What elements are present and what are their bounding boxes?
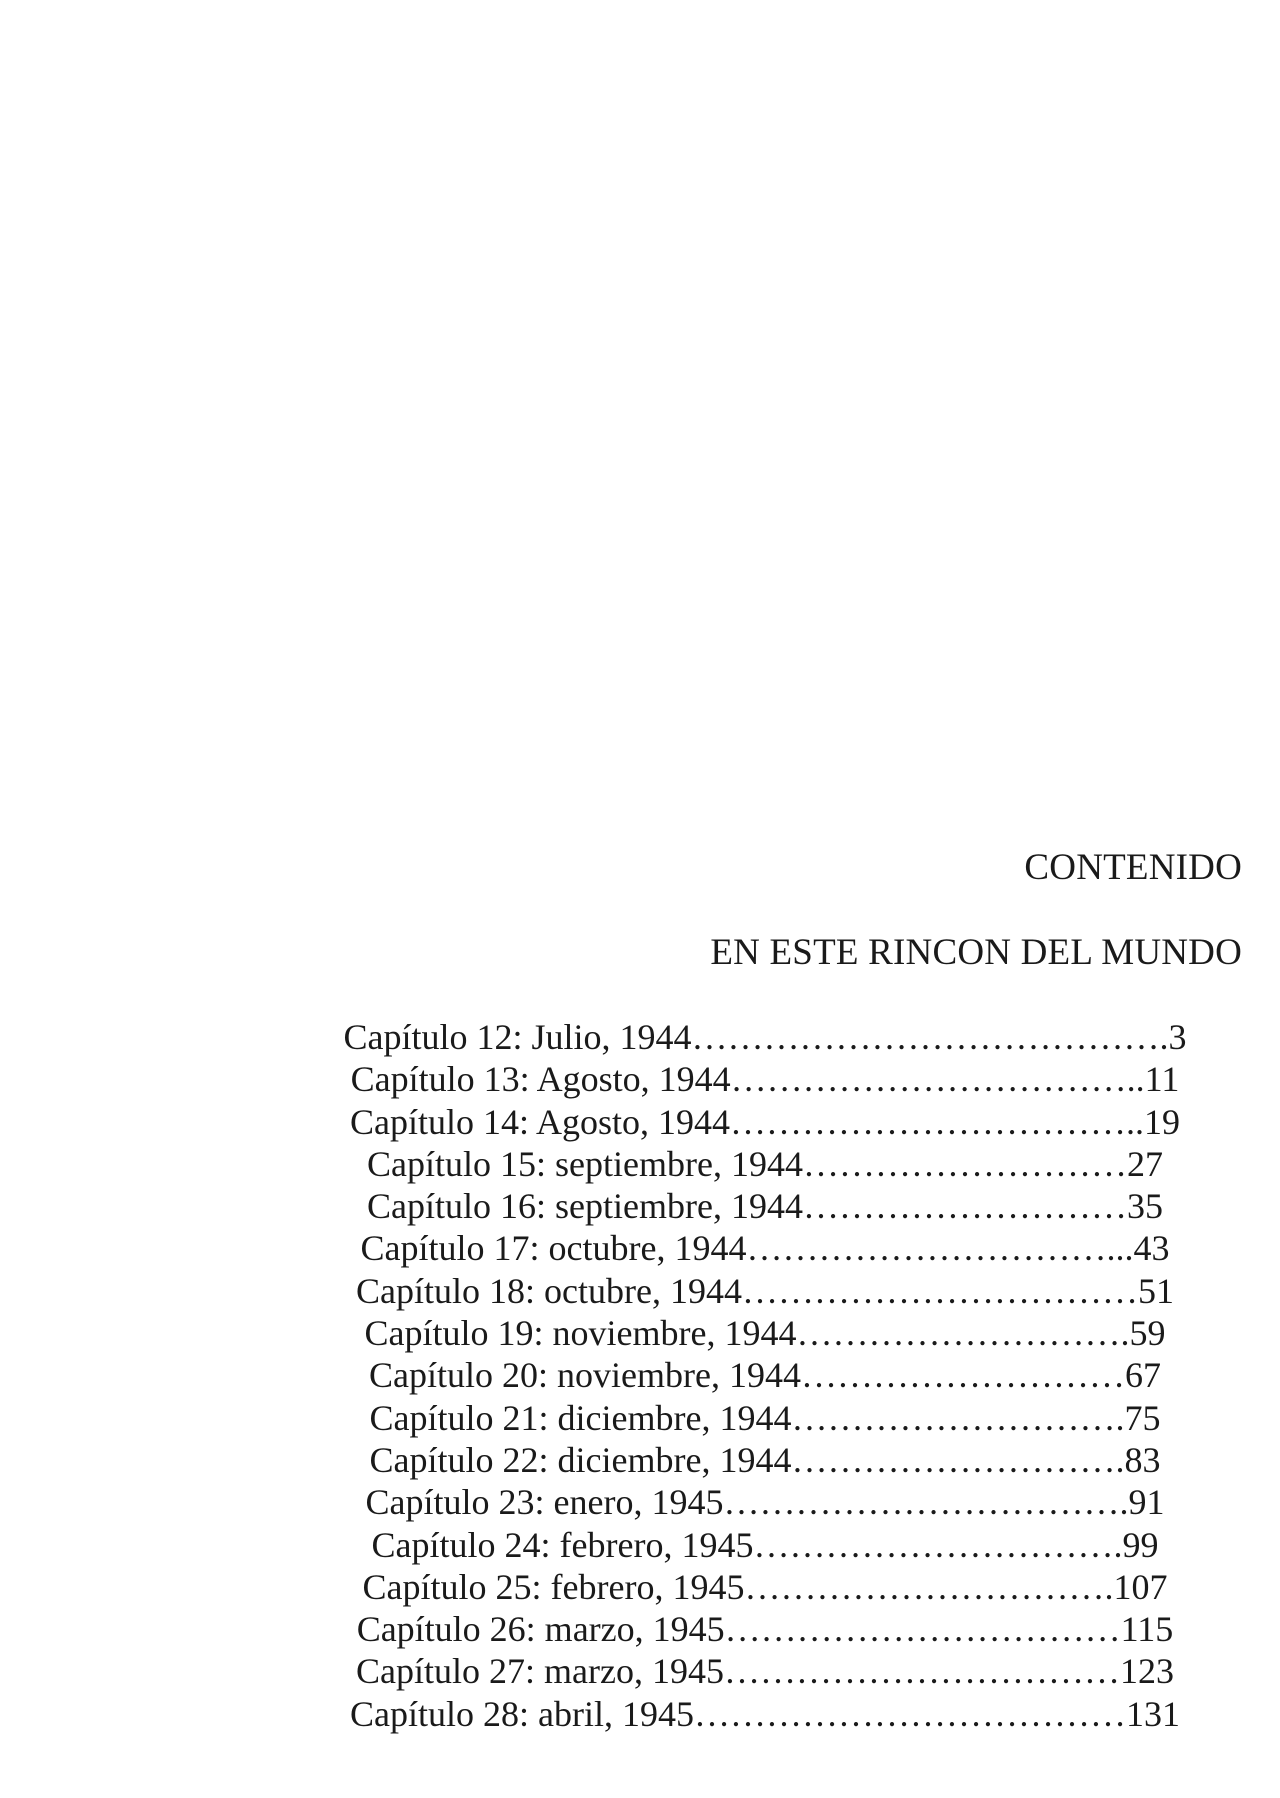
toc-entry: Capítulo 20: noviembre, 1944………………………67 <box>369 1355 1161 1396</box>
table-of-contents <box>325 1016 1205 1735</box>
toc-entry: Capítulo 16: septiembre, 1944………………………35 <box>367 1186 1163 1227</box>
toc-entry: Capítulo 15: septiembre, 1944………………………27 <box>367 1143 1163 1184</box>
toc-entry: Capítulo 13: Agosto, 1944……………………………..11 <box>350 1059 1180 1100</box>
toc-entry: Capítulo 25: febrero, 1945………………………….107 <box>362 1566 1168 1607</box>
toc-entry: Capítulo 17: octubre, 1944…………………………...43 <box>360 1228 1170 1269</box>
toc-entry: Capítulo 19: noviembre, 1944……………………….59 <box>364 1313 1166 1354</box>
toc-entry: Capítulo 21: diciembre, 1944……………………….75 <box>369 1397 1161 1438</box>
section-title: EN ESTE RINCON DEL MUNDO <box>710 932 1242 973</box>
toc-entry: Capítulo 28: abril, 1945………………………………131 <box>350 1693 1180 1734</box>
toc-entry: Capítulo 12: Julio, 1944………………………………….3 <box>343 1017 1187 1057</box>
toc-entry: Capítulo 18: octubre, 1944……………………………51 <box>356 1270 1174 1311</box>
toc-entry: Capítulo 27: marzo, 1945……………………………123 <box>356 1651 1174 1692</box>
toc-entry: Capítulo 26: marzo, 1945……………………………115 <box>356 1609 1174 1650</box>
toc-entry: Capítulo 24: febrero, 1945………………………….99 <box>371 1524 1159 1565</box>
toc-entry: Capítulo 22: diciembre, 1944……………………….83 <box>369 1439 1161 1480</box>
toc-entry: Capítulo 23: enero, 1945…………………………….91 <box>365 1482 1165 1523</box>
contents-heading: CONTENIDO <box>1024 847 1242 888</box>
toc-entry: Capítulo 14: Agosto, 1944……………………………..19 <box>349 1101 1181 1142</box>
